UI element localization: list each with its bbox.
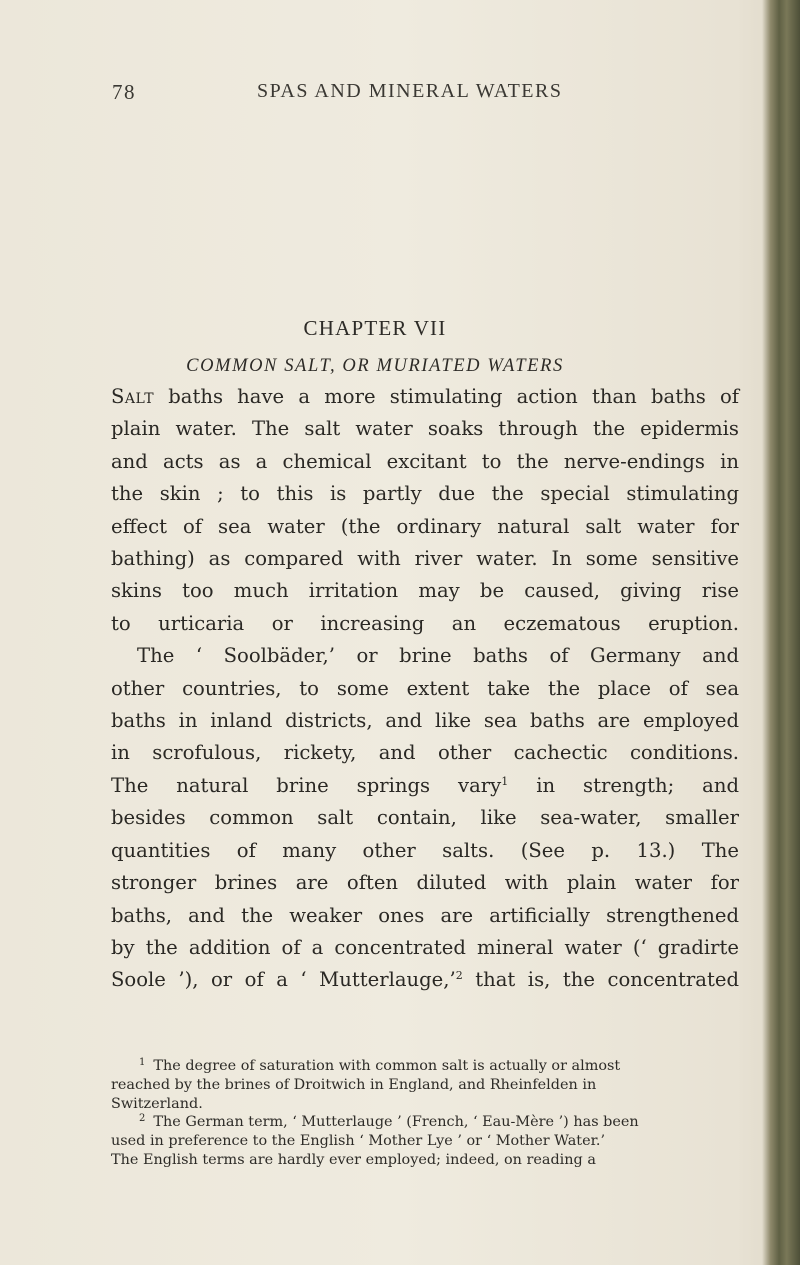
footnote-line: reached by the brines of Droitwich in England, and Rheinfelden in <box>111 1076 597 1093</box>
footnote-ref[interactable]: 1 <box>501 774 509 788</box>
chapter-subtitle: COMMON SALT, OR MURIATED WATERS <box>186 356 564 376</box>
paragraph-line: bathing) as compared with river water. In some sensitive <box>111 547 739 571</box>
footnote-line: $^1$ The degree of saturation with common salt is actually or almost <box>139 1057 621 1074</box>
footnote-mark: 1 <box>139 1057 146 1068</box>
paragraph-line: effect of sea water (the ordinary natural salt water for <box>111 514 739 538</box>
running-title: SPAS AND MINERAL WATERS <box>257 80 563 102</box>
paragraph-line: baths in inland districts, and like sea baths are employed <box>111 709 739 733</box>
footnote-mark: 2 <box>139 1113 146 1125</box>
paragraph-line: stronger brines are often diluted with plain water for <box>111 871 739 895</box>
page-number: 78 <box>112 80 136 104</box>
footnote-line: The English terms are hardly ever employed; indeed, on reading a <box>111 1151 596 1168</box>
paragraph-line: skins too much irritation may be caused, giving rise <box>111 579 739 603</box>
body-text <box>111 381 739 997</box>
paragraph-line: in scrofulous, rickety, and other cachectic conditions. <box>111 741 739 765</box>
paragraph-line: by the addition of a concentrated mineral water (‘ gradirte <box>111 935 739 959</box>
footnote-line: $^2$ The German term, ‘ Mutterlauge ’ (French, ‘ Eau-Mère ’) has been <box>139 1113 639 1131</box>
book-binding-edge <box>762 0 800 1265</box>
paragraph-line: Soole ’), or of a ‘ Mutterlauge,’$^2$ that is, the concentrated <box>111 968 739 992</box>
running-head <box>0 80 760 110</box>
small-caps-lead: Salt <box>111 385 155 408</box>
footnotes <box>111 1057 739 1170</box>
paragraph-line: The natural brine springs vary$^1$ in strength; and <box>111 773 739 797</box>
paragraph-line: and acts as a chemical excitant to the nerve-endings in <box>111 449 739 473</box>
paragraph-line: quantities of many other salts. (See p. 13.) The <box>111 838 739 862</box>
paragraph-line: plain water. The salt water soaks through the epidermis <box>111 417 739 441</box>
footnote-ref[interactable]: 2 <box>455 969 463 983</box>
chapter-title: CHAPTER VII <box>303 316 447 340</box>
paragraph-line: baths, and the weaker ones are artificially strengthened <box>111 903 739 927</box>
footnote-line: used in preference to the English ‘ Mother Lye ’ or ‘ Mother Water.’ <box>111 1133 606 1150</box>
paragraph-line: the skin ; to this is partly due the special stimulating <box>111 482 739 506</box>
paragraph-line: other countries, to some extent take the place of sea <box>111 676 739 700</box>
paragraph-line: The ‘ Soolbäder,’ or brine baths of Germany and <box>137 644 739 668</box>
paragraph-line: to urticaria or increasing an eczematous eruption. <box>111 611 739 635</box>
footnote-line: Switzerland. <box>111 1095 203 1112</box>
paragraph-line: Salt baths have a more stimulating action than baths of <box>111 385 739 408</box>
paragraph-line: besides common salt contain, like sea-water, smaller <box>111 806 739 830</box>
